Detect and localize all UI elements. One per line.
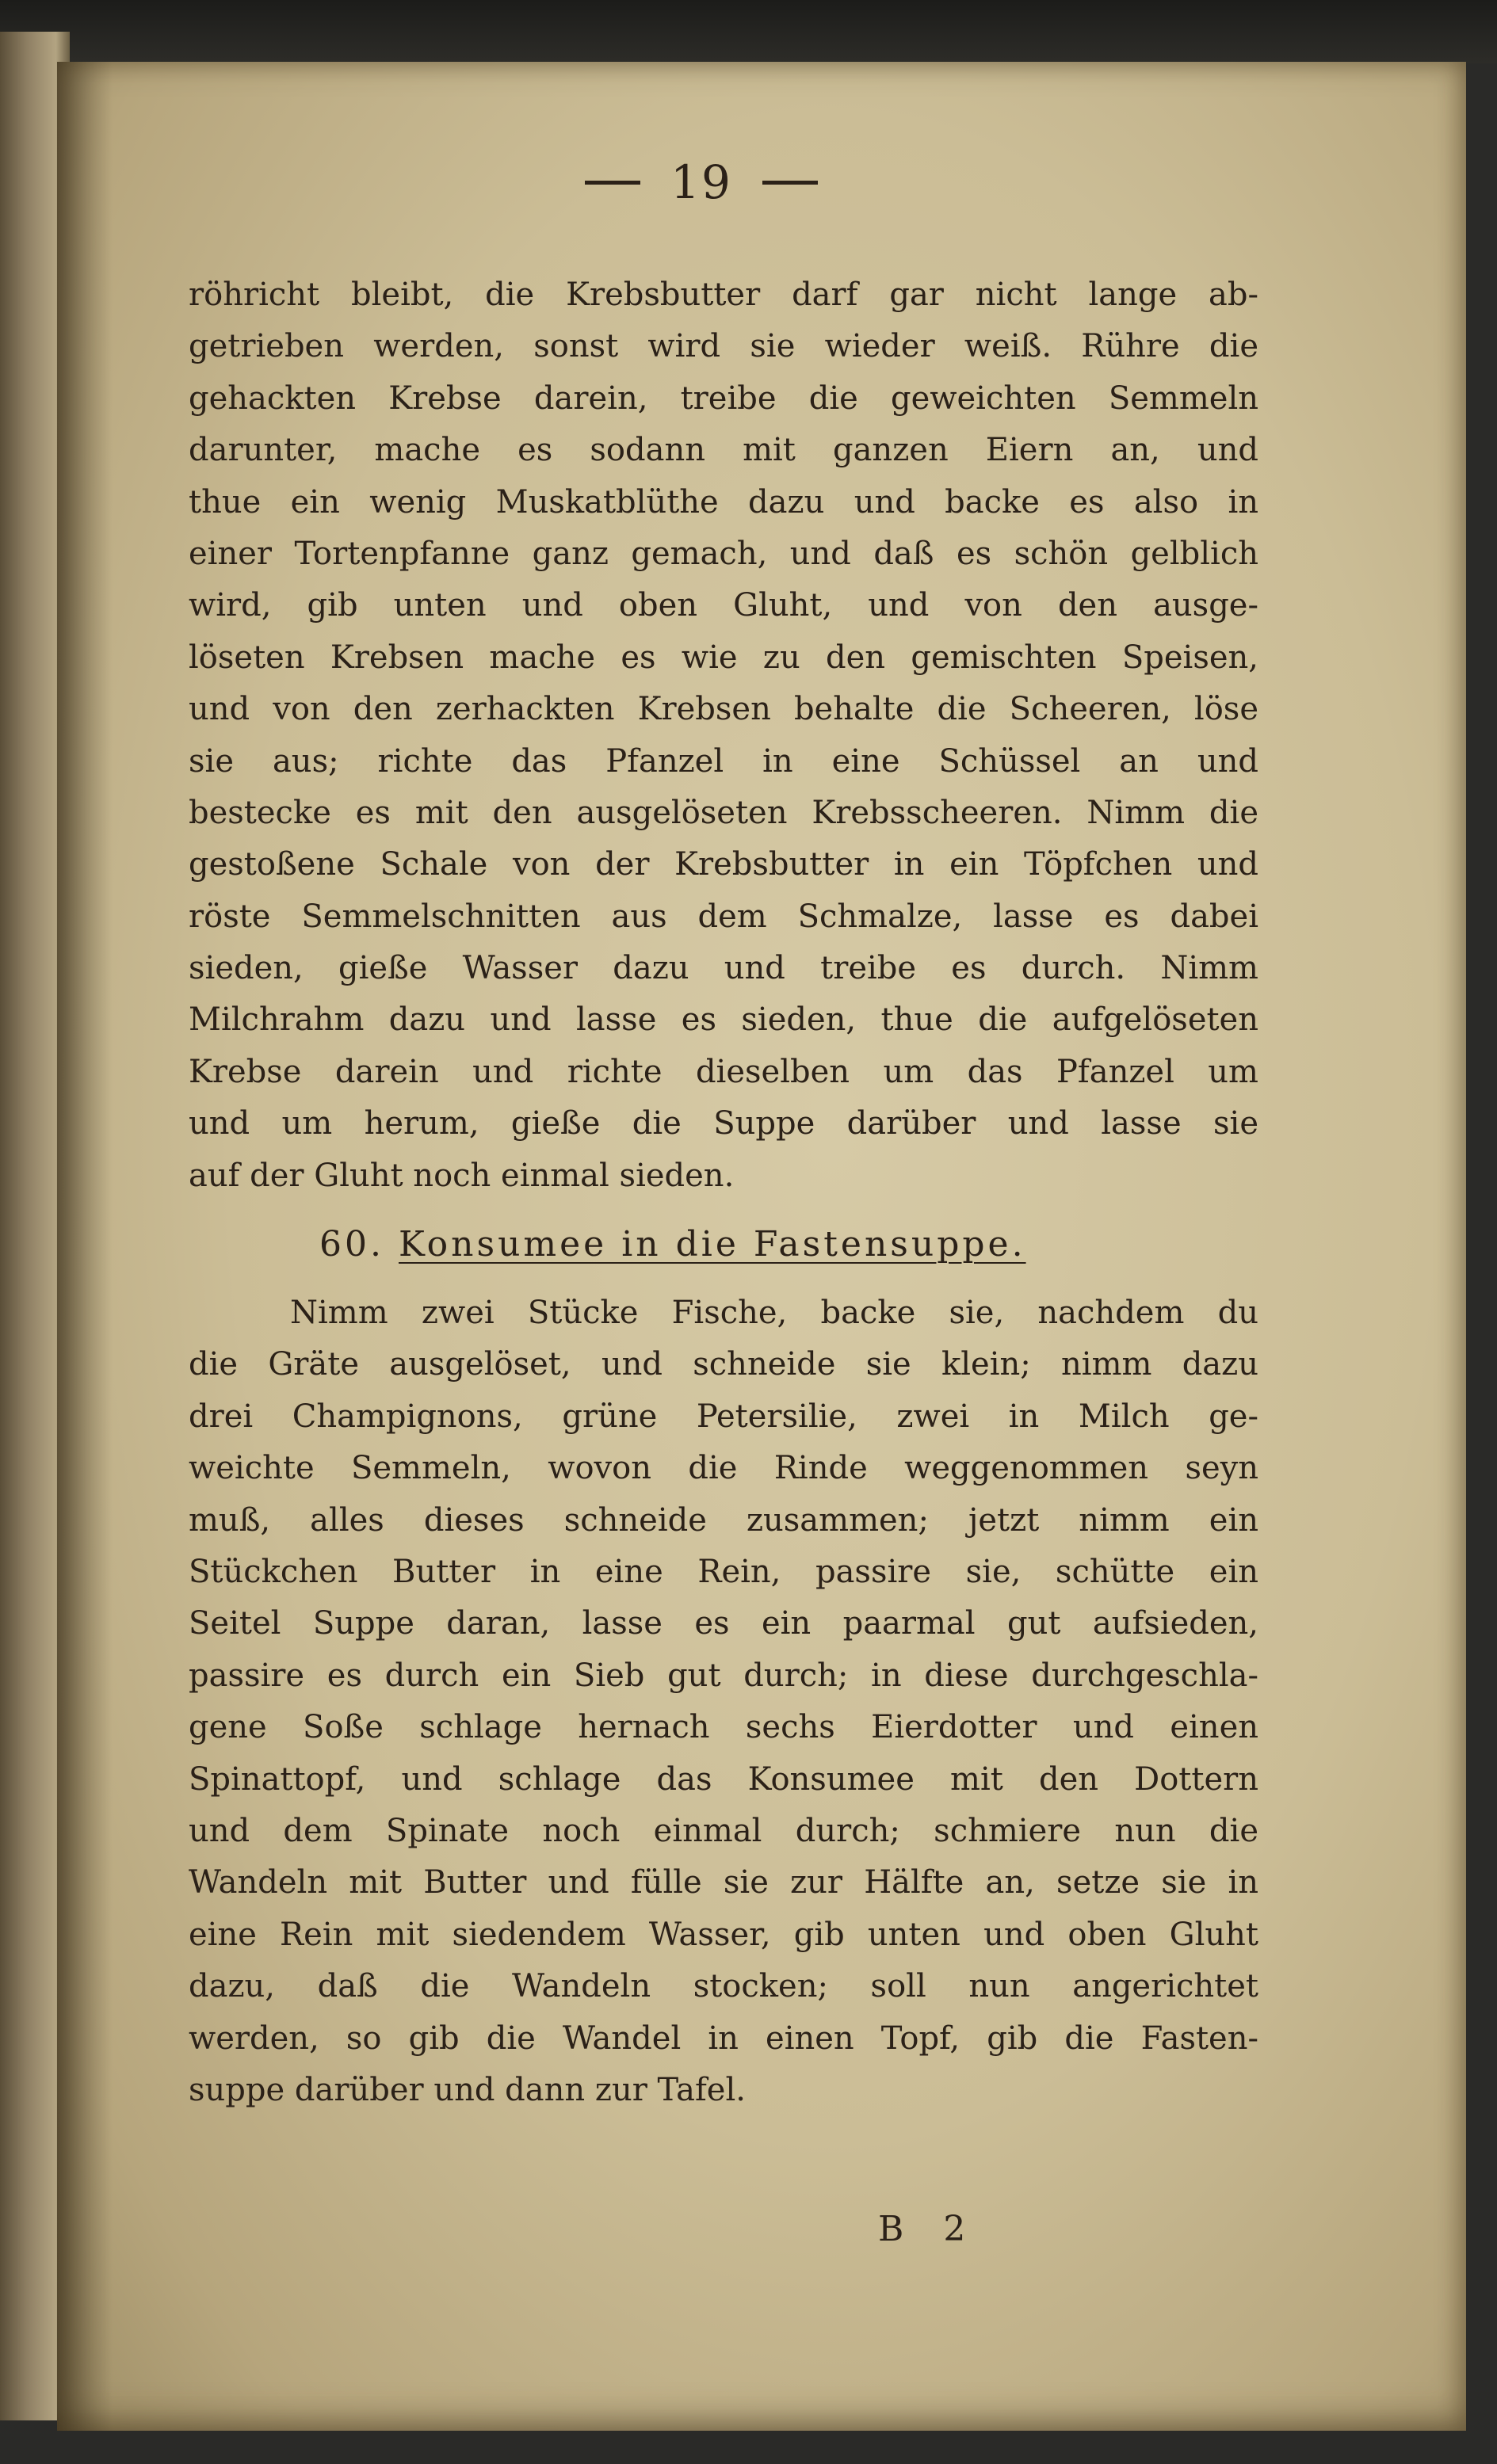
text-line: gene Soße schlage hernach sechs Eierdotter und einen xyxy=(189,1709,1258,1746)
text-line: röhricht bleibt, die Krebsbutter darf gar nicht lange ab- xyxy=(189,277,1258,313)
text-line: suppe darüber und dann zur Tafel. xyxy=(189,2071,746,2108)
binding-shadow xyxy=(57,62,113,2431)
text-line: Krebse darein und richte dieselben um das Pfanzel um xyxy=(189,1053,1258,1090)
text-line: und um herum, gieße die Suppe darüber und lasse sie xyxy=(189,1105,1258,1142)
text-line: und dem Spinate noch einmal durch; schmiere nun die xyxy=(189,1812,1258,1849)
text-line: einer Tortenpfanne ganz gemach, und daß es schön gelblich xyxy=(189,535,1258,572)
recipe-heading xyxy=(189,1207,1258,1283)
text-line: sie aus; richte das Pfanzel in eine Schüssel an und xyxy=(189,742,1258,780)
text-line: Seitel Suppe daran, lasse es ein paarmal gut aufsieden, xyxy=(189,1605,1258,1642)
text-line: und von den zerhackten Krebsen behalte die Scheeren, löse xyxy=(189,691,1258,728)
text-line: eine Rein mit siedendem Wasser, gib unten und oben Gluht xyxy=(189,1916,1258,1953)
text-line: darunter, mache es sodann mit ganzen Eiern an, und xyxy=(189,432,1258,469)
recipe-title: Konsumee in die Fastensuppe. xyxy=(398,1224,1026,1265)
text-line: muß, alles dieses schneide zusammen; jetzt nimm ein xyxy=(189,1501,1258,1539)
text-line: werden, so gib die Wandel in einen Topf, gib die Fasten- xyxy=(189,2020,1258,2057)
page-text xyxy=(189,269,1258,2116)
text-line: dazu, daß die Wandeln stocken; soll nun angerichtet xyxy=(189,1968,1258,2005)
recipe-number: 60. xyxy=(319,1224,384,1265)
header-dash-left xyxy=(585,181,640,185)
signature-mark: B 2 xyxy=(878,2209,980,2249)
text-line: Stückchen Butter in eine Rein, passire sie, schütte ein xyxy=(189,1553,1258,1590)
text-line: wird, gib unten und oben Gluht, und von den ausge- xyxy=(189,587,1258,624)
text-line: thue ein wenig Muskatblüthe dazu und backe es also in xyxy=(189,483,1258,521)
text-line: gestoßene Schale von der Krebsbutter in ein Töpfchen und xyxy=(189,846,1258,883)
text-line: Nimm zwei Stücke Fische, backe sie, nachdem du xyxy=(290,1295,1258,1332)
text-line: röste Semmelschnitten aus dem Schmalze, lasse es dabei xyxy=(189,898,1258,935)
text-line: drei Champignons, grüne Petersilie, zwei in Milch ge- xyxy=(189,1398,1258,1435)
text-line: passire es durch ein Sieb gut durch; in diese durchgeschla- xyxy=(189,1657,1258,1694)
text-line: sieden, gieße Wasser dazu und treibe es durch. Nimm xyxy=(189,950,1258,987)
text-line: weichte Semmeln, wovon die Rinde weggenommen seyn xyxy=(189,1450,1258,1487)
text-line: die Gräte ausgelöset, und schneide sie klein; nimm dazu xyxy=(189,1346,1258,1383)
header-dash-right xyxy=(762,181,818,185)
text-line: bestecke es mit den ausgelöseten Krebsscheeren. Nimm die xyxy=(189,794,1258,831)
page-number: 19 xyxy=(670,155,732,209)
text-line: gehackten Krebse darein, treibe die geweichten Semmeln xyxy=(189,380,1258,417)
text-line: löseten Krebsen mache es wie zu den gemischten Speisen, xyxy=(189,639,1258,676)
text-line: Milchrahm dazu und lasse es sieden, thue die aufgelöseten xyxy=(189,1001,1258,1039)
text-line: Spinattopf, und schlage das Konsumee mit den Dottern xyxy=(189,1760,1258,1798)
page-header xyxy=(531,151,872,214)
text-line: getrieben werden, sonst wird sie wieder weiß. Rühre die xyxy=(189,328,1258,365)
text-line: auf der Gluht noch einmal sieden. xyxy=(189,1157,735,1194)
scan-background xyxy=(0,0,1497,63)
text-line: Wandeln mit Butter und fülle sie zur Hälfte an, setze sie in xyxy=(189,1864,1258,1901)
